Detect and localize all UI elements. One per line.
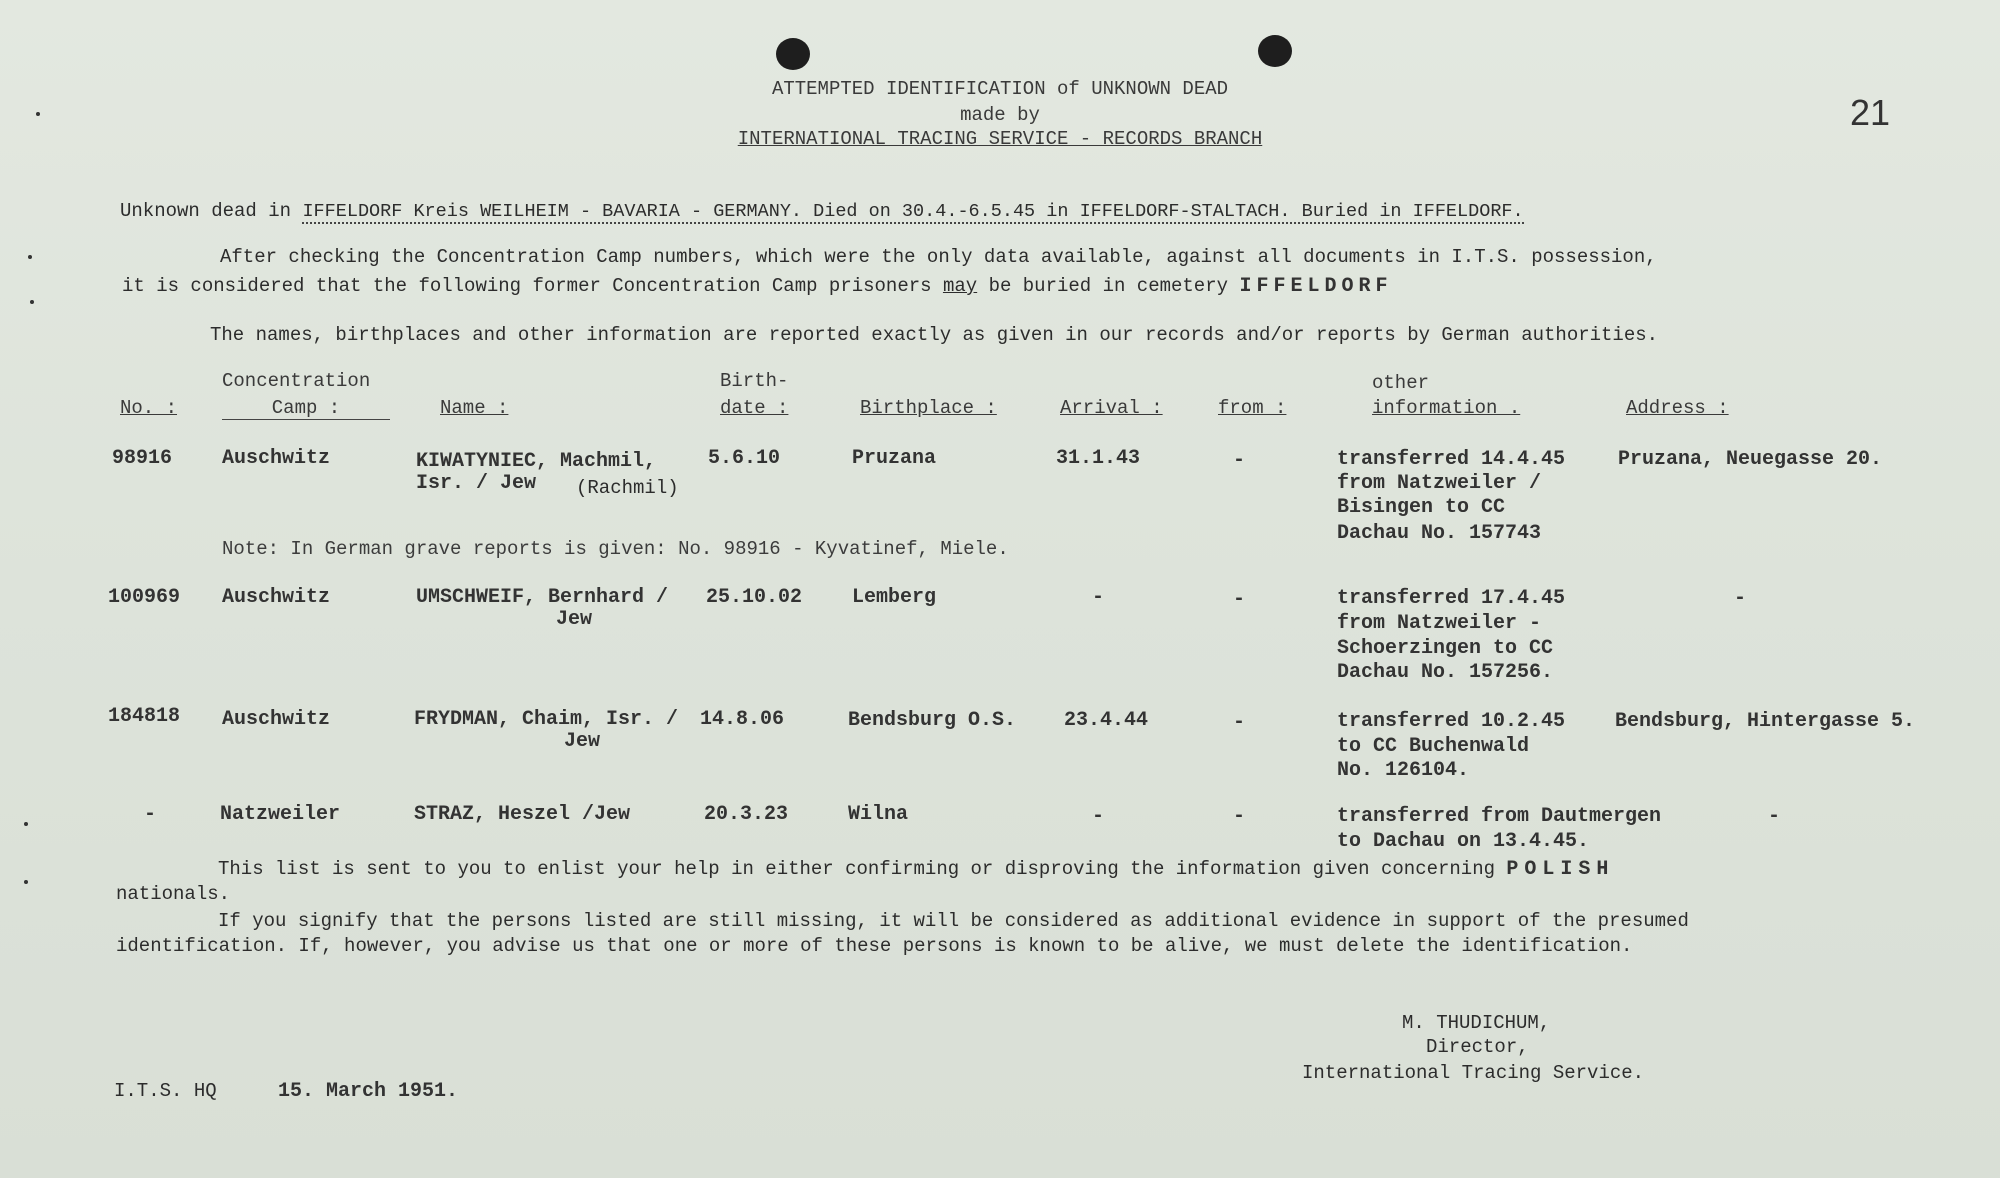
header-birthdate-top: Birth- [720,370,789,392]
header-camp-top: Concentration [222,370,371,392]
signatory-organization: International Tracing Service. [1302,1062,1645,1084]
row-birthdate: 25.10.02 [706,586,803,609]
intro-line2-suffix: be buried in cemetery [988,275,1229,297]
row-other-line: from Natzweiler / [1337,472,1542,495]
row-birthplace: Pruzana [852,447,937,470]
row-from: - [1233,805,1246,828]
header-other-bottom [1372,397,1520,419]
row-arrival: - [1092,586,1105,609]
nationality: POLISH [1506,858,1615,881]
row-other-line: Bisingen to CC [1337,496,1506,519]
margin-mark [36,112,40,116]
unknown-dead-line [120,200,1524,222]
row-camp: Auschwitz [222,708,331,731]
intro-paragraph-line2 [122,275,1392,298]
punch-hole-left [776,38,810,70]
row-other-line: transferred 10.2.45 [1337,710,1566,733]
header-name [440,397,508,419]
punch-hole-right [1258,35,1292,67]
header-address-label: Address : [1626,397,1729,419]
made-by-line: made by [960,104,1040,126]
header-birthplace-label: Birthplace : [860,397,997,419]
row-other-line: transferred from Dautmergen [1337,805,1662,828]
row-birthdate: 14.8.06 [700,708,785,731]
margin-mark [24,880,28,884]
header-birthdate-label: date : [720,397,789,419]
row-other-line: from Natzweiler - [1337,612,1542,635]
closing-para2-line2: identification. If, however, you advise us that one or more of these persons is known to be alive, we must delete the identification. [116,935,1633,957]
header-name-label: Name : [440,397,509,419]
row-name: FRYDMAN, Chaim, Isr. / [414,708,679,731]
row-number: - [144,803,157,826]
row-other-line: transferred 14.4.45 [1337,448,1566,471]
header-arrival-label: Arrival : [1060,397,1163,419]
closing-line1-text: This list is sent to you to enlist your help in either confirming or disproving the information given concerning [218,858,1496,880]
row-birthdate: 5.6.10 [708,447,781,470]
row-other-line: Dachau No. 157743 [1337,522,1542,545]
closing-line2: nationals. [116,883,231,905]
document-title: ATTEMPTED IDENTIFICATION of UNKNOWN DEAD [771,78,1229,100]
header-no [120,397,177,419]
closing-line1 [218,858,1614,881]
row-other-line: to CC Buchenwald [1337,735,1530,758]
organization-line [600,128,1400,150]
row-from: - [1233,711,1246,734]
row-name-alt: (Rachmil) [576,477,679,499]
row-other-line: Schoerzingen to CC [1337,637,1554,660]
row-camp: Auschwitz [222,447,331,470]
intro-paragraph-line1: After checking the Concentration Camp numbers, which were the only data available, against all documents in I.T.S. possession, [220,246,1657,268]
signatory-name: M. THUDICHUM, [1402,1012,1551,1034]
header-from [1218,397,1286,419]
may-underlined: may [942,275,978,297]
header-birthdate-bottom [720,397,788,419]
row-address: - [1768,805,1781,828]
row-birthplace: Lemberg [852,586,937,609]
row-number: 100969 [108,586,181,609]
row-name-line2: Jew [556,608,593,631]
row-arrival: 23.4.44 [1064,709,1149,732]
row-other-line: Dachau No. 157256. [1337,661,1554,684]
row-number: 98916 [112,447,173,470]
row-name-line2: Isr. / Jew [416,472,537,495]
records-disclaimer: The names, birthplaces and other information are reported exactly as given in our records and/or reports by German authorities. [210,324,1659,346]
row-arrival: - [1092,805,1105,828]
cemetery-name: IFFELDORF [1239,275,1393,298]
row-name: KIWATYNIEC, Machmil, [416,450,657,473]
row-address: - [1734,587,1747,610]
row-number: 184818 [108,705,181,728]
intro-line2-prefix: it is considered that the following former Concentration Camp prisoners [122,275,932,297]
row-birthdate: 20.3.23 [704,803,789,826]
margin-mark [24,822,28,826]
footer-date: 15. March 1951. [278,1080,459,1103]
row-name: STRAZ, Heszel /Jew [414,803,631,826]
row-name-line2: Jew [564,730,601,753]
signatory-title: Director, [1426,1036,1529,1058]
row-other-line: No. 126104. [1337,759,1470,782]
organization-name: INTERNATIONAL TRACING SERVICE - RECORDS BRANCH [737,128,1263,150]
unknown-dead-prefix: Unknown dead in [120,200,292,222]
page-number: 21 [1850,92,1891,133]
header-other-top: other [1372,372,1430,394]
header-other-label: information . [1372,397,1521,419]
row-birthplace: Wilna [848,803,909,826]
row-other-line: to Dachau on 13.4.45. [1337,830,1590,853]
header-camp-bottom: Camp : [222,397,390,420]
closing-para2-line1: If you signify that the persons listed are still missing, it will be considered as additional evidence in support of the presumed [218,910,1689,932]
row-from: - [1233,449,1246,472]
row-birthplace: Bendsburg O.S. [848,709,1017,732]
header-birthplace [860,397,997,419]
row-address: Bendsburg, Hintergasse 5. [1615,710,1916,733]
header-no-label: No. : [120,397,178,419]
row-from: - [1233,588,1246,611]
header-from-label: from : [1218,397,1287,419]
row-other-line: transferred 17.4.45 [1337,587,1566,610]
row-camp: Auschwitz [222,586,331,609]
margin-mark [28,255,32,259]
footer-place: I.T.S. HQ [114,1080,217,1102]
row-arrival: 31.1.43 [1056,447,1141,470]
unknown-dead-location: IFFELDORF Kreis WEILHEIM - BAVARIA - GERMANY. Died on 30.4.-6.5.45 in IFFELDORF-STALTACH. Buried in IFFELDORF. [302,201,1524,222]
row-note: Note: In German grave reports is given: No. 98916 - Kyvatinef, Miele. [222,538,1009,560]
header-arrival [1060,397,1163,419]
row-name: UMSCHWEIF, Bernhard / [416,586,669,609]
header-address [1626,397,1729,419]
row-address: Pruzana, Neuegasse 20. [1618,448,1883,471]
margin-mark [30,300,34,304]
row-camp: Natzweiler [220,803,341,826]
